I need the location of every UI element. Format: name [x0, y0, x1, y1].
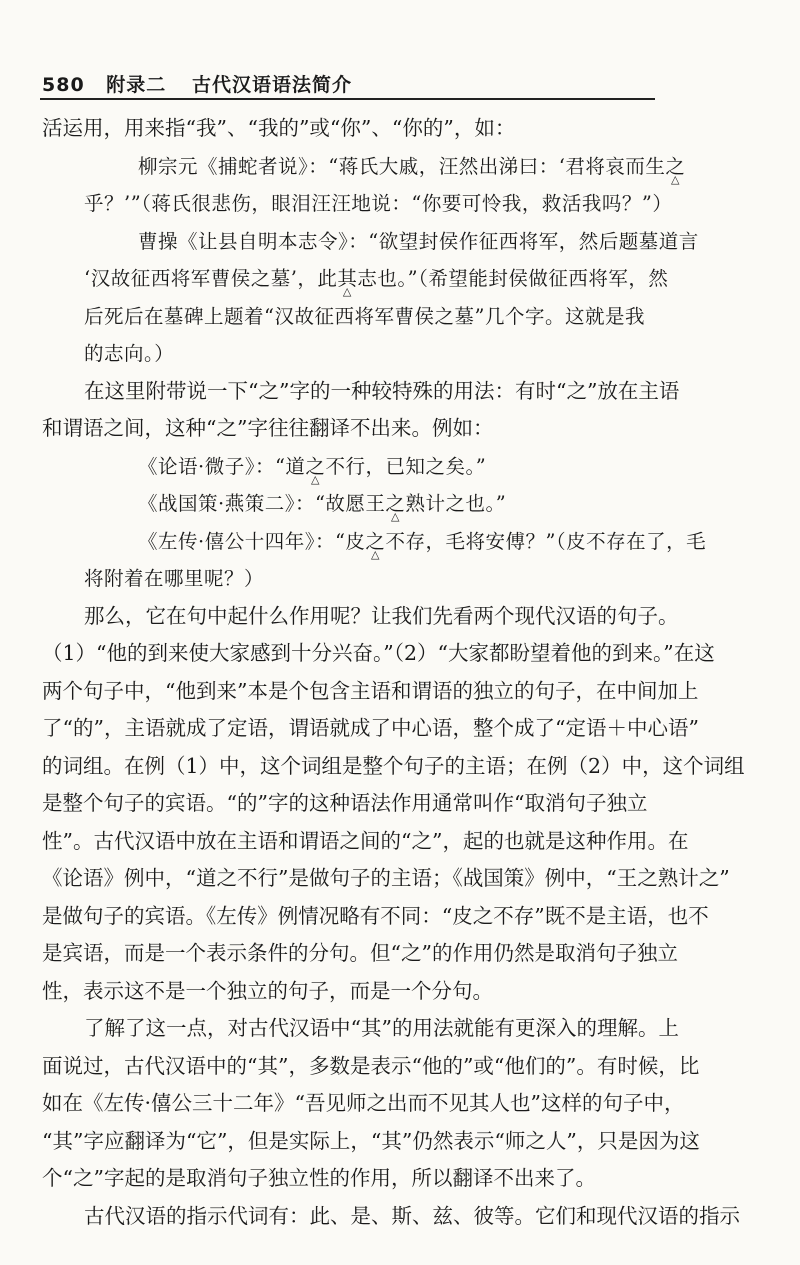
- text-line: 的词组。在例（1）中，这个词组是整个句子的主语；在例（2）中，这个词组: [42, 753, 745, 778]
- text-line: 性”。古代汉语中放在主语和谓语之间的“之”，起的也就是这种作用。在: [42, 828, 689, 853]
- text-line: 柳宗元《捕蛇者说》：“蒋氏大戚，汪然出涕曰：‘君将哀而生之 △: [42, 148, 762, 186]
- text-line: 《战国策·燕策二》：“故愿王之 △熟计之也。”: [42, 485, 762, 523]
- text-line: 了“的”，主语就成了定语，谓语就成了中心语，整个成了“定语＋中心语”: [42, 716, 699, 740]
- text-line: 个“之”字起的是取消句子独立性的作用，所以翻译不出来了。: [42, 1166, 596, 1190]
- text-line: 和谓语之间，这种“之”字往往翻译不出来。例如：: [42, 416, 494, 440]
- text-line: 曹操《让县自明本志令》：“欲望封侯作征西将军，然后题墓道言: [138, 229, 699, 253]
- text-line: （1）“他的到来使大家感到十分兴奋。”（2）“大家都盼望着他的到来。”在这: [42, 641, 715, 665]
- running-header: [42, 70, 657, 97]
- text-line: 是做句子的宾语。《左传》例情况略有不同：“皮之不存”既不是主语，也不: [42, 903, 709, 928]
- text-line: 的志向。）: [84, 342, 175, 365]
- text-line: 那么，它在句中起什么作用呢？让我们先看两个现代汉语的句子。: [84, 603, 679, 628]
- page-body: [42, 110, 762, 1235]
- text-line: 《论语·微子》：“道之 △不行，已知之矣。”: [42, 448, 762, 486]
- text-line: 了解了这一点，对古代汉语中“其”的用法就能有更深入的理解。上: [84, 1016, 679, 1040]
- text-line: 如在《左传·僖公三十二年》“吾见师之出而不见其人也”这样的句子中，: [42, 1091, 685, 1115]
- text-line: ‘汉故征西将军曹侯之墓’，此其 △志也。”（希望能封侯做征西将军，然: [42, 260, 762, 298]
- header-rule: [40, 98, 655, 100]
- text-line: 乎？’”（蒋氏很悲伤，眼泪汪汪地说：“你要可怜我，救活我吗？”）: [84, 192, 673, 215]
- text-line: 古代汉语的指示代词有：此、是、斯、兹、彼等。它们和现代汉语的指示: [84, 1203, 740, 1228]
- text-line: 后死后在墓碑上题着“汉故征西将军曹侯之墓”几个字。这就是我: [84, 304, 645, 328]
- chapter-title: 古代汉语语法简介: [191, 74, 352, 96]
- text-line: 是整个句子的宾语。“的”字的这种语法作用通常叫作“取消句子独立: [42, 791, 648, 815]
- emphasis-mark: 之 △: [305, 455, 325, 478]
- text-line: 《左传·僖公十四年》：“皮之 △不存，毛将安傅？”（皮不存在了，毛: [42, 523, 762, 561]
- text-line: 面说过，古代汉语中的“其”，多数是表示“他的”或“他们的”。有时候，比: [42, 1053, 700, 1078]
- text-line: 两个句子中，“他到来”本是个包含主语和谓语的独立的句子，在中间加上: [42, 678, 699, 703]
- emphasis-mark: 之 △: [365, 530, 385, 553]
- text-line: 《论语》例中，“道之不行”是做句子的主语；《战国策》例中，“王之熟计之”: [42, 866, 730, 890]
- text-line: 是宾语，而是一个表示条件的分句。但“之”的作用仍然是取消句子独立: [42, 941, 678, 965]
- text-line: 在这里附带说一下“之”字的一种较特殊的用法：有时“之”放在主语: [84, 378, 680, 403]
- emphasis-mark: 之 △: [385, 492, 405, 515]
- text-line: 将附着在哪里呢？）: [84, 567, 265, 590]
- text-line: “其”字应翻译为“它”，但是实际上，“其”仍然表示“师之人”，只是因为这: [42, 1128, 700, 1153]
- text-line: 活运用，用来指“我”、“我的”或“你”、“你的”，如：: [42, 116, 516, 140]
- page-number: 580: [42, 74, 85, 96]
- appendix-label: 附录二: [106, 74, 167, 96]
- emphasis-mark: 其 △: [337, 267, 357, 290]
- emphasis-mark: 之 △: [665, 155, 685, 178]
- text-line: 性，表示这不是一个独立的句子，而是一个分句。: [42, 978, 493, 1003]
